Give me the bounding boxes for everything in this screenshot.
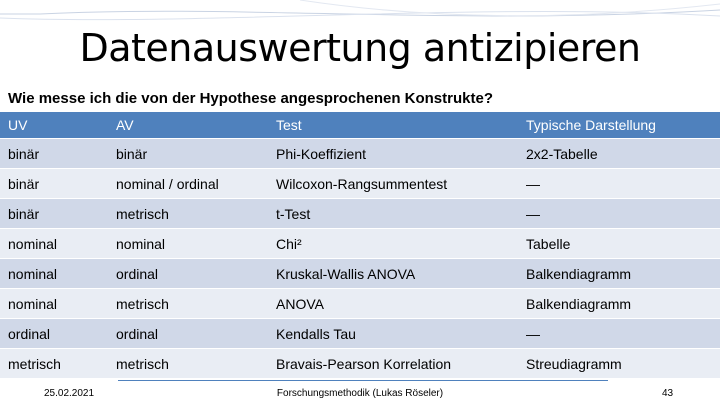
cell-test: t-Test <box>268 199 518 229</box>
cell-darstellung: — <box>518 199 720 229</box>
page-number: 43 <box>662 388 674 399</box>
cell-av: binär <box>108 139 268 169</box>
cell-darstellung: — <box>518 169 720 199</box>
table-row <box>0 229 720 259</box>
header-test: Test <box>268 112 518 139</box>
cell-test: ANOVA <box>268 289 518 319</box>
cell-uv: binär <box>0 139 108 169</box>
cell-uv: binär <box>0 169 108 199</box>
header-av: AV <box>108 112 268 139</box>
table-row <box>0 199 720 229</box>
cell-av: metrisch <box>108 199 268 229</box>
cell-av: metrisch <box>108 349 268 379</box>
cell-uv: nominal <box>0 229 108 259</box>
cell-darstellung: Balkendiagramm <box>518 289 720 319</box>
table-row <box>0 139 720 169</box>
header-uv: UV <box>0 112 108 139</box>
cell-uv: nominal <box>0 289 108 319</box>
table-row <box>0 349 720 379</box>
footer-course: Forschungsmethodik (Lukas Röseler) <box>276 388 444 399</box>
cell-uv: metrisch <box>0 349 108 379</box>
test-overview-table <box>0 112 720 379</box>
cell-test: Bravais-Pearson Korrelation <box>268 349 518 379</box>
table-row <box>0 259 720 289</box>
cell-darstellung: — <box>518 319 720 349</box>
cell-test: Wilcoxon-Rangsummentest <box>268 169 518 199</box>
cell-test: Phi-Koeffizient <box>268 139 518 169</box>
cell-av: nominal / ordinal <box>108 169 268 199</box>
footer-divider <box>118 380 608 381</box>
footer-date: 25.02.2021 <box>44 388 95 399</box>
table-row <box>0 169 720 199</box>
cell-av: ordinal <box>108 259 268 289</box>
cell-darstellung: Balkendiagramm <box>518 259 720 289</box>
cell-uv: nominal <box>0 259 108 289</box>
slide-title: Datenauswertung antizipieren <box>79 26 641 70</box>
cell-test: Kendalls Tau <box>268 319 518 349</box>
cell-av: metrisch <box>108 289 268 319</box>
table-header-row <box>0 112 720 139</box>
cell-darstellung: 2x2-Tabelle <box>518 139 720 169</box>
cell-test: Kruskal-Wallis ANOVA <box>268 259 518 289</box>
slide-question: Wie messe ich die von der Hypothese angesprochenen Konstrukte? <box>8 90 493 107</box>
cell-uv: ordinal <box>0 319 108 349</box>
cell-darstellung: Streudiagramm <box>518 349 720 379</box>
table-row <box>0 319 720 349</box>
header-darstellung: Typische Darstellung <box>518 112 720 139</box>
cell-darstellung: Tabelle <box>518 229 720 259</box>
cell-av: nominal <box>108 229 268 259</box>
cell-test: Chi² <box>268 229 518 259</box>
cell-av: ordinal <box>108 319 268 349</box>
table-row <box>0 289 720 319</box>
cell-uv: binär <box>0 199 108 229</box>
